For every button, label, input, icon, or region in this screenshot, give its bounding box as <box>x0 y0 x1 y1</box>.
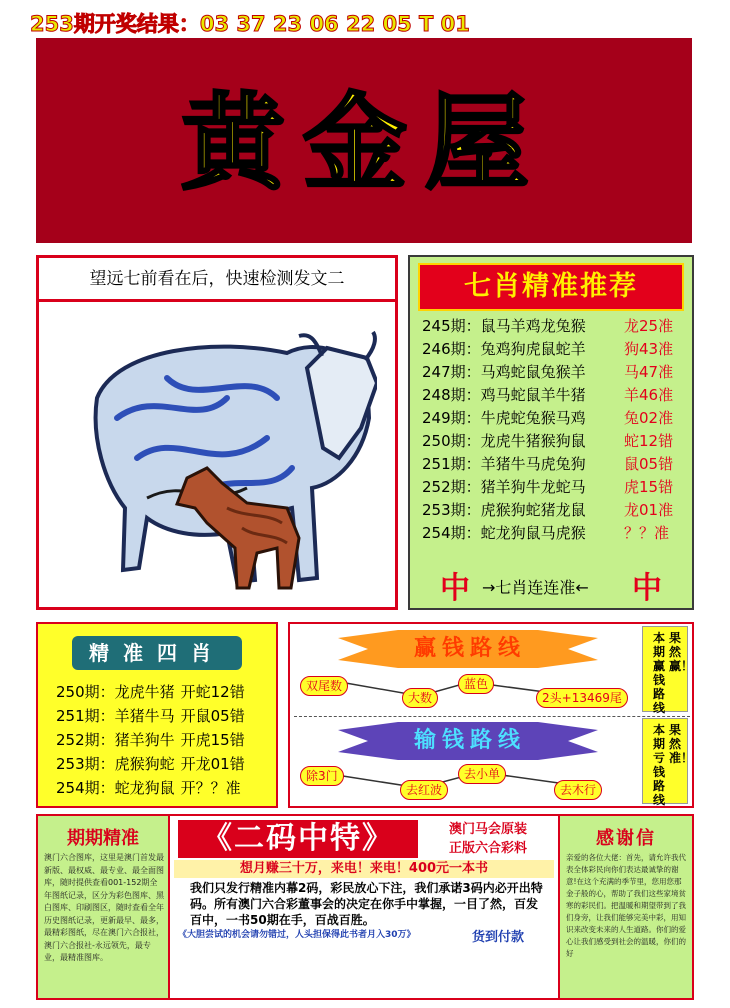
left-info-column <box>38 816 170 998</box>
thanks-letter-column <box>558 816 692 998</box>
lose-side-label: 本期亏钱路线 <box>653 723 666 807</box>
draw-results-line: 253期开奖结果：03 37 23 06 22 05 T 01 <box>30 12 470 36</box>
cow-and-calf-illustration <box>77 308 377 598</box>
four-row <box>56 752 245 776</box>
seven-row-period: 246期：兔鸡狗虎鼠蛇羊 <box>422 340 586 358</box>
lose-side-box <box>642 718 694 807</box>
seven-row-period: 250期：龙虎牛猪猴狗鼠 <box>422 432 586 450</box>
headline: 《二码中特》 <box>202 821 394 856</box>
win-node: 蓝色 <box>458 674 494 694</box>
four-title-box <box>72 636 242 670</box>
seven-row <box>422 499 674 521</box>
headline-box <box>178 820 418 858</box>
win-route-title: 赢钱路线 <box>413 636 526 661</box>
seven-row-period: 247期：马鸡蛇鼠兔猴羊 <box>422 363 586 381</box>
four-row-result: 开龙01错 <box>180 755 245 773</box>
seven-row <box>422 453 674 475</box>
seven-row-period: 253期：虎猴狗蛇猪龙鼠 <box>422 501 586 519</box>
middle-ad-column <box>172 816 556 998</box>
win-side-label: 本期赢钱路线 <box>653 631 666 715</box>
ox-panel <box>36 255 398 610</box>
left-title: 期期精准 <box>67 828 139 849</box>
seven-row-period: 245期：鼠马羊鸡龙兔猴 <box>422 317 586 335</box>
four-row-result: 开鼠05错 <box>180 707 245 725</box>
seven-title-box <box>418 263 684 311</box>
seven-row <box>422 315 674 337</box>
headline-sub-line1: 澳门马会原装 <box>448 822 527 837</box>
seven-zodiac-panel <box>408 255 694 610</box>
win-node: 大数 <box>402 688 438 708</box>
lose-node: 去木行 <box>554 780 602 800</box>
seven-row-period: 248期：鸡马蛇鼠羊牛猪 <box>422 386 586 404</box>
bottom-ad-panel <box>36 814 694 1000</box>
lose-node: 去小单 <box>458 764 506 784</box>
slogan-strip <box>174 860 554 878</box>
four-row-result: 开蛇12错 <box>180 683 245 701</box>
four-row <box>56 776 241 800</box>
divider <box>294 716 690 717</box>
ad-foot: 《大胆尝试的机会请勿错过，人头担保得此书者月入30万》 <box>178 930 416 940</box>
four-row <box>56 728 245 752</box>
seven-row-result: 狗43准 <box>624 340 674 358</box>
thanks-title: 感谢信 <box>596 828 656 849</box>
zhong-left: 中 <box>440 571 470 606</box>
win-side-note: 果然赢！ <box>669 631 694 673</box>
seven-row <box>422 384 674 406</box>
seven-row-result: 兔02准 <box>624 409 674 427</box>
four-row-period: 252期：猪羊狗牛 <box>56 731 175 749</box>
seven-title: 七肖精准推荐 <box>464 271 638 302</box>
four-title: 精准四肖 <box>89 641 225 665</box>
four-row-period: 250期：龙虎牛猪 <box>56 683 175 701</box>
four-row-result: 开虎15错 <box>180 731 245 749</box>
ad-body: 我们只发行精准内幕2码，彩民放心下注，我们承诺3码内必开出特码。所有澳门六合彩董事会的决定在你手中掌握，一目了然，百发百中，一书50期在手，百战百胜。 <box>190 881 543 927</box>
seven-row-result: 龙01准 <box>624 501 674 519</box>
thanks-text: 亲爱的各位大佬：首先，请允许我代表全体彩民向你们表达最诚挚的谢意!在这个充满的季节里，您用您那金子般的心，帮助了我们这些家境贫寒的彩民们。把温暖和期望带到了我们身旁，让我们能够完美中彩，用知识来改变未来的人生道路。你们的爱心让我们感受到社会的温暖，你们的好 <box>566 853 686 958</box>
four-row-result: 开？？准 <box>180 779 241 797</box>
seven-row-result: 龙25准 <box>624 317 674 335</box>
win-node: 双尾数 <box>300 676 348 696</box>
seven-row <box>422 522 670 544</box>
headline-sub <box>420 820 556 858</box>
seven-footer: →七肖连连准← <box>482 578 589 597</box>
seven-row-result: ？？准 <box>624 524 670 542</box>
seven-row-period: 251期：羊猪牛马虎兔狗 <box>422 455 586 473</box>
zhong-right: 中 <box>632 571 662 606</box>
seven-row-result: 鼠05错 <box>624 455 674 473</box>
cod-label: 货到付款 <box>472 930 525 945</box>
seven-row <box>422 476 674 498</box>
seven-row-result: 虎15错 <box>624 478 674 496</box>
seven-row-period: 249期：牛虎蛇兔猴马鸡 <box>422 409 586 427</box>
seven-row <box>422 407 674 429</box>
lose-node: 去红波 <box>400 780 448 800</box>
title-banner <box>36 38 692 243</box>
lose-node: 除3门 <box>300 766 344 786</box>
win-side-box <box>642 626 694 715</box>
seven-row <box>422 430 674 452</box>
seven-row-result: 蛇12错 <box>624 432 674 450</box>
four-row <box>56 704 245 728</box>
seven-row-result: 马47准 <box>624 363 674 381</box>
seven-row-result: 羊46准 <box>624 386 674 404</box>
left-text: 澳门六合图库，这里是澳门首发最新版、最权威、最专业、最全面图库，随时提供查看001-152期全年图纸记录，区分为彩色图库、黑白图库、印刷图区，随时查看全年历史图纸记录，更新最早、最多，最精彩图纸，尽在澳门六合报社，澳门六合报社-永远领先，最专业，最精准图库。 <box>44 853 164 962</box>
seven-row-period: 254期：蛇龙狗鼠马虎猴 <box>422 524 586 542</box>
ox-slogan: 望远七前看在后，快速检测发文二 <box>39 258 395 302</box>
lose-side-note: 果然准！ <box>669 723 694 765</box>
four-row-period: 254期：蛇龙狗鼠 <box>56 779 175 797</box>
page-title: 黄金屋 <box>180 82 547 204</box>
lose-route-title: 输钱路线 <box>413 728 526 753</box>
seven-row <box>422 361 674 383</box>
seven-row <box>422 338 674 360</box>
seven-row-period: 252期：猪羊狗牛龙蛇马 <box>422 478 586 496</box>
slogan: 想月赚三十万，来电！来电！400元一本书 <box>239 861 489 876</box>
headline-sub-line2: 正版六合彩料 <box>448 841 527 856</box>
four-zodiac-panel <box>36 622 278 808</box>
four-row-period: 251期：羊猪牛马 <box>56 707 175 725</box>
four-row <box>56 680 245 704</box>
money-route-panel <box>288 622 694 808</box>
four-row-period: 253期：虎猴狗蛇 <box>56 755 175 773</box>
win-node: 2头+13469尾 <box>536 688 628 708</box>
